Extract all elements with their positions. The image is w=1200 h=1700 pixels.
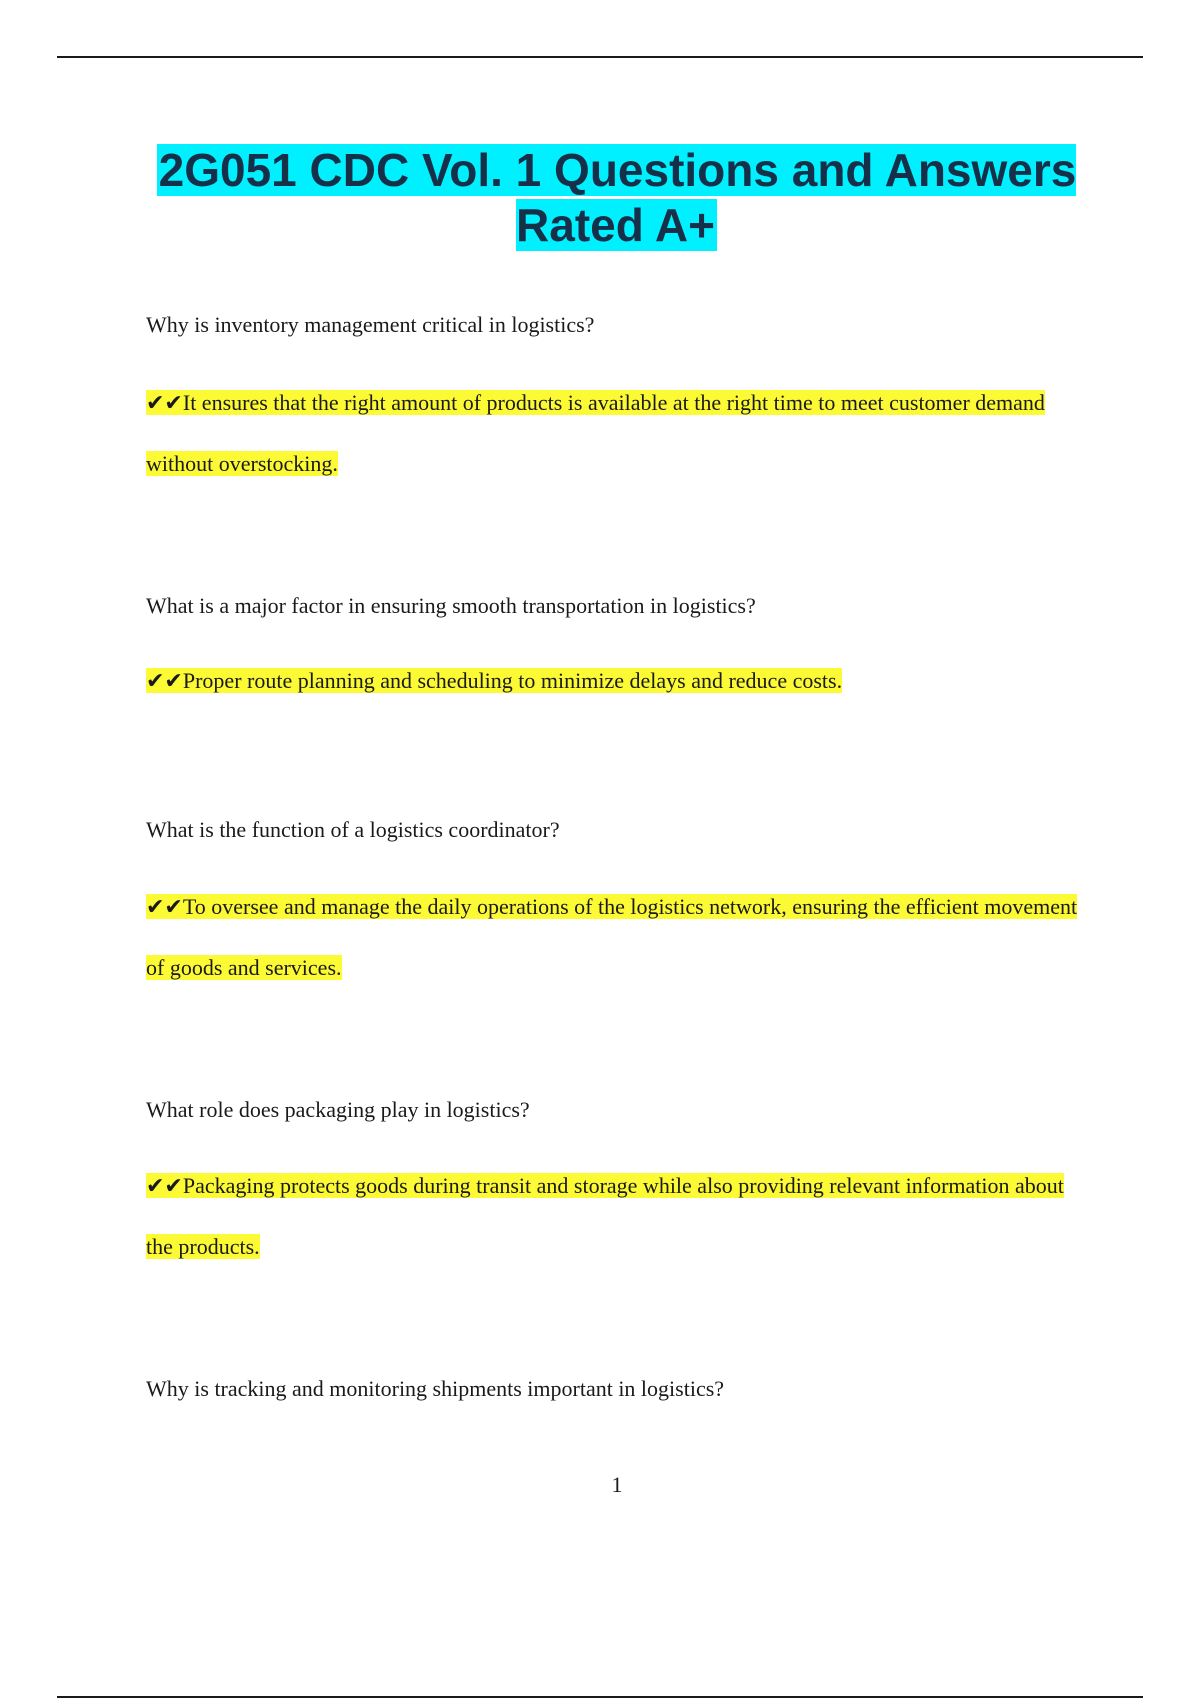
answer-3-text: ✔✔To oversee and manage the daily operations of the logistics network, ensuring the efficient movement of goods and services. (146, 894, 1078, 980)
question-5: Why is tracking and monitoring shipments important in logistics? (146, 1376, 725, 1401)
question-2: What is a major factor in ensuring smooth transportation in logistics? (146, 593, 756, 618)
page-number: 1 (611, 1472, 623, 1497)
answer-4-text: ✔✔Packaging protects goods during transit and storage while also providing relevant information about the products. (146, 1173, 1064, 1259)
answer-1-text: ✔✔It ensures that the right amount of products is available at the right time to meet customer demand without overstocking. (146, 390, 1045, 476)
header-rule (57, 56, 1143, 58)
answer-3 (146, 876, 1086, 998)
answer-2 (146, 650, 1086, 711)
document-title-text: 2G051 CDC Vol. 1 Questions and Answers Rated A+ (158, 144, 1077, 251)
answer-4 (146, 1155, 1086, 1277)
answer-2-text: ✔✔Proper route planning and scheduling to minimize delays and reduce costs. (146, 668, 843, 693)
footer-rule (57, 1696, 1143, 1698)
answer-1 (146, 372, 1086, 494)
question-3: What is the function of a logistics coordinator? (146, 817, 560, 842)
question-1: Why is inventory management critical in logistics? (146, 312, 595, 337)
question-4: What role does packaging play in logistics? (146, 1097, 530, 1122)
document-title (120, 143, 1113, 253)
